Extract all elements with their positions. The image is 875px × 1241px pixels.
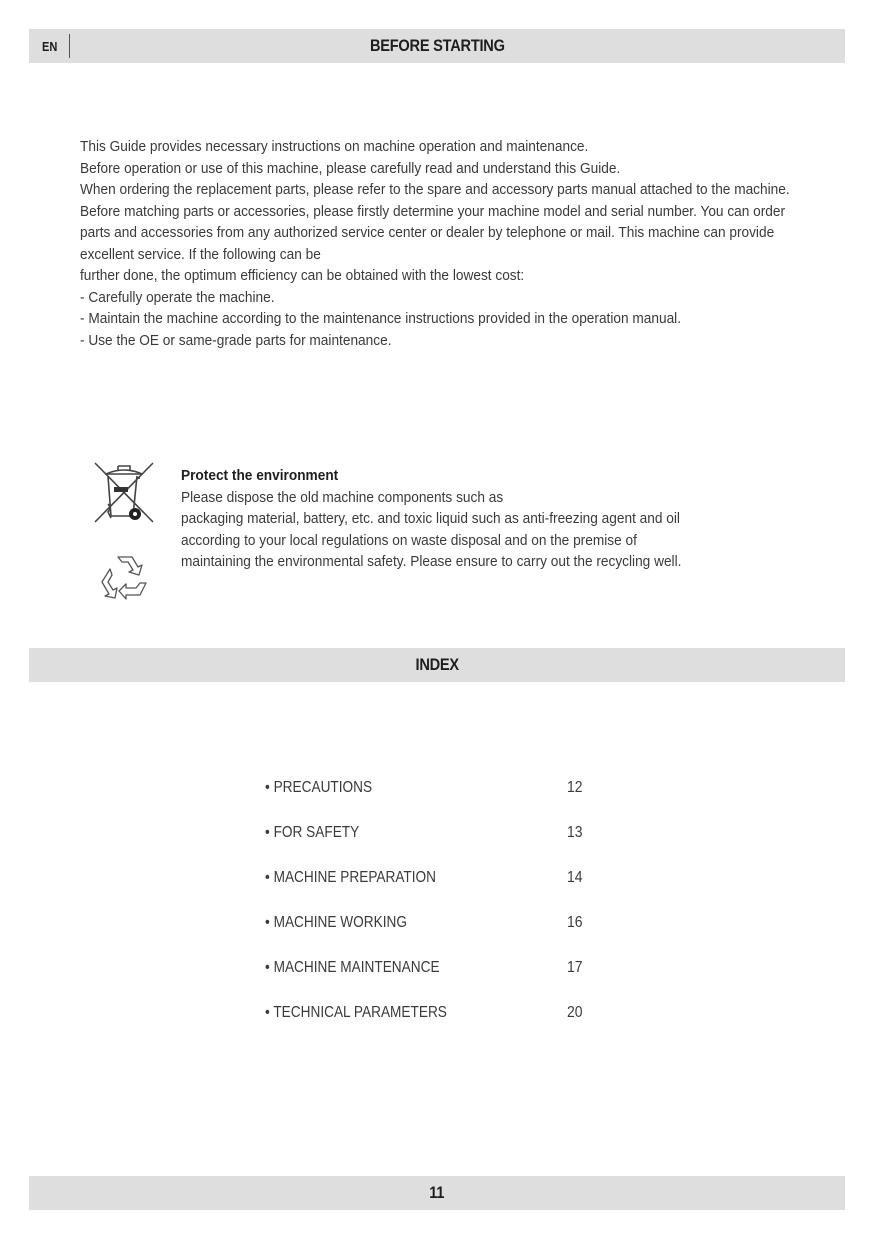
toc-item[interactable] [265, 900, 605, 945]
toc-label: • FOR SAFETY [265, 823, 360, 841]
intro-line: When ordering the replacement parts, please refer to the spare and accessory parts manual attached to the machine. [80, 181, 790, 198]
recycling-icon [100, 553, 162, 608]
intro-line: - Use the OE or same-grade parts for maintenance. [80, 331, 392, 349]
toc-item[interactable] [265, 945, 605, 990]
toc-label: • MACHINE WORKING [265, 913, 407, 931]
toc-item[interactable] [265, 765, 605, 810]
toc-page-number: 20 [567, 1003, 583, 1021]
intro-line: Before matching parts or accessories, please firstly determine your machine model and serial number. You can order parts and accessories from any authorized service center or dealer by telephone or mail. This machine can provide excellent service. If the following can be [80, 202, 786, 263]
toc-item[interactable] [265, 855, 605, 900]
section-title: BEFORE STARTING [369, 36, 505, 55]
toc-item[interactable] [265, 990, 605, 1035]
intro-line: further done, the optimum efficiency can be obtained with the lowest cost: [80, 267, 525, 284]
toc-label: • TECHNICAL PARAMETERS [265, 1003, 447, 1021]
intro-line: - Carefully operate the machine. [80, 288, 275, 306]
intro-line: Before operation or use of this machine, please carefully read and understand this Guide. [80, 159, 621, 177]
table-of-contents [265, 765, 605, 1035]
toc-label: • MACHINE MAINTENANCE [265, 958, 440, 976]
page-number: 11 [429, 1183, 445, 1202]
language-divider [69, 34, 70, 58]
toc-page-number: 17 [567, 958, 583, 976]
environment-notice [181, 465, 811, 573]
toc-page-number: 12 [567, 778, 583, 796]
toc-label: • MACHINE PREPARATION [265, 868, 437, 886]
intro-line: - Maintain the machine according to the maintenance instructions provided in the operation manual. [80, 310, 682, 327]
intro-text [80, 136, 818, 351]
environment-line: Please dispose the old machine components such as [181, 488, 504, 506]
environment-line: according to your local regulations on waste disposal and on the premise of [181, 531, 637, 549]
toc-item[interactable] [265, 810, 605, 855]
environment-title: Protect the environment [181, 467, 339, 484]
toc-page-number: 16 [567, 913, 583, 931]
footer-bar [29, 1176, 845, 1210]
index-bar [29, 648, 845, 682]
crossed-out-wheelie-bin-icon [92, 460, 162, 535]
toc-page-number: 13 [567, 823, 583, 841]
environment-line: maintaining the environmental safety. Please ensure to carry out the recycling well. [181, 553, 682, 570]
language-label: EN [42, 38, 58, 54]
header-bar [29, 29, 845, 63]
environment-icons [92, 460, 162, 608]
index-title: INDEX [415, 655, 459, 674]
environment-line: packaging material, battery, etc. and toxic liquid such as anti-freezing agent and oil [181, 510, 680, 527]
toc-label: • PRECAUTIONS [265, 778, 373, 796]
intro-line: This Guide provides necessary instructions on machine operation and maintenance. [80, 138, 589, 155]
toc-page-number: 14 [567, 868, 583, 886]
